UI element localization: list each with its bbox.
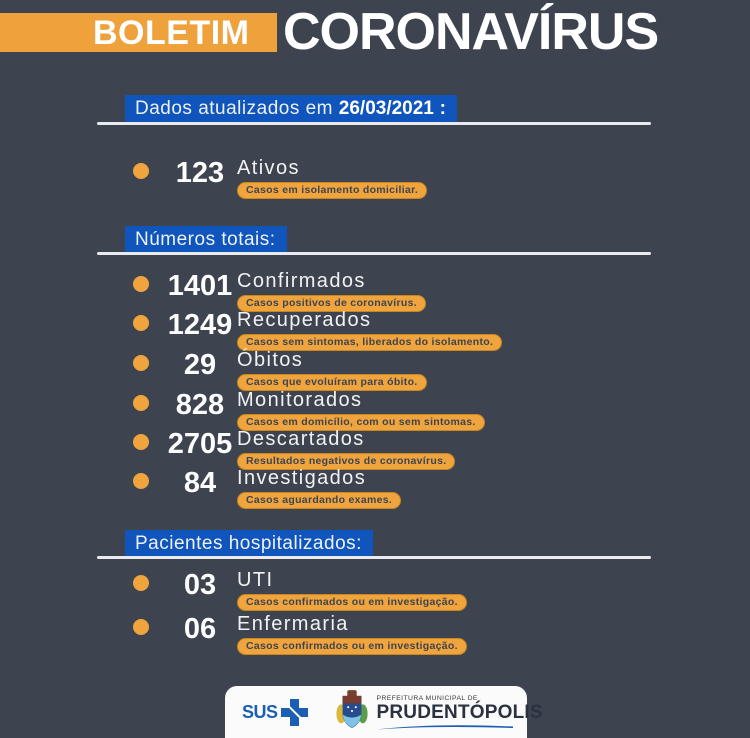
- prefeitura-line2: PRUDENTÓPOLIS: [376, 702, 543, 724]
- section-heading-hospitalized: [125, 530, 373, 559]
- bullet-icon: [133, 434, 149, 450]
- stat-label: Enfermaria: [237, 613, 349, 635]
- stat-value: 2705: [167, 428, 233, 460]
- stat-value: 06: [183, 613, 217, 645]
- stat-text: [237, 614, 467, 655]
- bullet-icon: [133, 315, 149, 331]
- bullet-icon: [133, 473, 149, 489]
- stat-label: UTI: [237, 569, 274, 591]
- stat-row-investigados: [133, 468, 401, 509]
- page-title: CORONAVÍRUS: [283, 3, 659, 61]
- prefeitura-wordmark: [377, 694, 543, 730]
- prudentopolis-crest-icon: [335, 688, 369, 737]
- footer-card: [225, 686, 543, 738]
- stat-label: Confirmados: [237, 270, 366, 292]
- bullet-icon: [133, 355, 149, 371]
- stat-value: 828: [175, 389, 225, 421]
- stat-row-enfermaria: [133, 614, 467, 655]
- bullet-icon: [133, 575, 149, 591]
- section-divider: [97, 252, 651, 255]
- heading-updated-date: 26/03/2021: [338, 98, 434, 119]
- stat-row-monitorados: [133, 390, 485, 431]
- stat-label: Descartados: [237, 428, 365, 450]
- stat-note-badge: Casos positivos de coronavírus.: [237, 295, 426, 312]
- stat-note-badge: Casos em domicílio, com ou sem sintomas.: [237, 414, 485, 431]
- stat-value: 1249: [167, 309, 233, 341]
- stat-row-ativos: [133, 158, 427, 199]
- stat-text: [237, 468, 401, 509]
- stat-note-badge: Casos confirmados ou em investigação.: [237, 638, 467, 655]
- section-heading-hospitalized-bar: Pacientes hospitalizados:: [125, 530, 373, 559]
- stat-note-badge: Casos aguardando exames.: [237, 492, 401, 509]
- bullet-icon: [133, 395, 149, 411]
- section-heading-updated-bar: [125, 95, 457, 124]
- stat-text: [237, 390, 485, 431]
- heading-updated-suffix: :: [439, 98, 446, 119]
- section-heading-totals-bar: Números totais:: [125, 226, 287, 255]
- stat-text: [237, 310, 502, 351]
- stat-note-badge: Casos que evoluíram para óbito.: [237, 374, 427, 391]
- bullet-icon: [133, 163, 149, 179]
- stat-note-badge: Casos confirmados ou em investigação.: [237, 594, 467, 611]
- sus-cross-icon: [281, 699, 308, 726]
- stat-value: 1401: [167, 270, 233, 302]
- stat-row-confirmados: [133, 271, 426, 312]
- stat-row-recuperados: [133, 310, 502, 351]
- section-heading-updated: [125, 95, 457, 124]
- heading-updated-prefix: Dados atualizados em: [135, 98, 333, 119]
- stat-text: [237, 158, 427, 199]
- section-divider: [97, 122, 651, 125]
- stat-text: [237, 570, 467, 611]
- stat-text: [237, 271, 426, 312]
- stat-row-uti: [133, 570, 467, 611]
- stat-note-badge: Resultados negativos de coronavírus.: [237, 453, 455, 470]
- sus-logo-label: SUS: [242, 701, 278, 722]
- sus-logo: [242, 699, 308, 726]
- stat-text: [237, 429, 455, 470]
- prefeitura-line1: PREFEITURA MUNICIPAL DE: [376, 694, 478, 702]
- stat-value: 29: [183, 349, 217, 381]
- stat-label: Ativos: [237, 157, 300, 179]
- stat-note-badge: Casos sem sintomas, liberados do isolamento.: [237, 334, 502, 351]
- bullet-icon: [133, 619, 149, 635]
- stat-row-obitos: [133, 350, 427, 391]
- section-divider: [97, 556, 651, 559]
- stat-note-badge: Casos em isolamento domiciliar.: [237, 182, 427, 199]
- stat-label: Recuperados: [237, 309, 372, 331]
- stat-label: Investigados: [237, 467, 367, 489]
- stat-text: [237, 350, 427, 391]
- stat-label: Óbitos: [237, 349, 304, 371]
- bullet-icon: [133, 276, 149, 292]
- stat-value: 84: [183, 467, 217, 499]
- stat-label: Monitorados: [237, 389, 363, 411]
- stat-value: 123: [175, 157, 225, 189]
- stat-value: 03: [183, 569, 217, 601]
- boletim-tag-bar: [0, 13, 277, 52]
- stat-row-descartados: [133, 429, 455, 470]
- boletim-tag-label: BOLETIM: [93, 13, 250, 52]
- section-heading-totals: [125, 226, 287, 255]
- swoosh-underline: [377, 724, 513, 730]
